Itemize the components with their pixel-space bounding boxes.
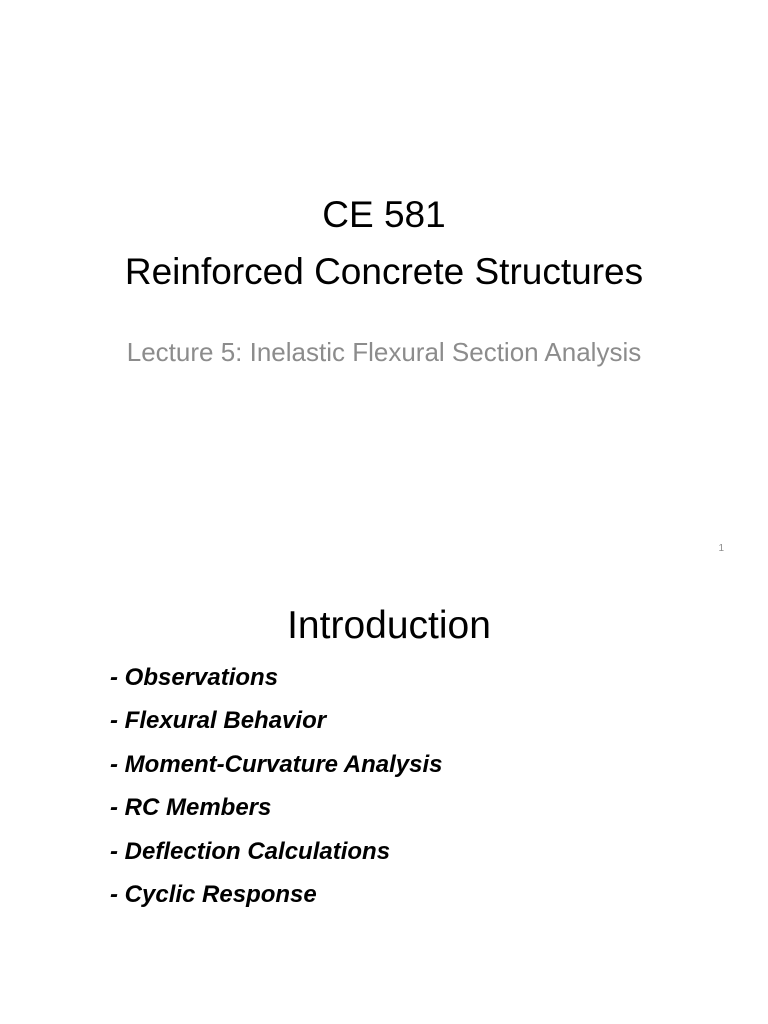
introduction-slide xyxy=(0,576,768,1024)
topic-item: - Cyclic Response xyxy=(110,880,317,908)
course-title: Reinforced Concrete Structures xyxy=(124,251,644,292)
slide-number: 1 xyxy=(718,543,724,554)
topic-item: - Moment-Curvature Analysis xyxy=(110,750,443,778)
course-code: CE 581 xyxy=(322,194,446,235)
topic-item: - Deflection Calculations xyxy=(110,837,391,865)
topic-list xyxy=(110,661,443,921)
topic-item: - RC Members xyxy=(110,794,272,822)
slide-heading: Introduction xyxy=(287,604,491,647)
topic-item: - Flexural Behavior xyxy=(110,707,327,735)
lecture-subtitle: Lecture 5: Inelastic Flexural Section Analysis xyxy=(126,337,642,367)
topic-item: - Observations xyxy=(110,664,279,691)
